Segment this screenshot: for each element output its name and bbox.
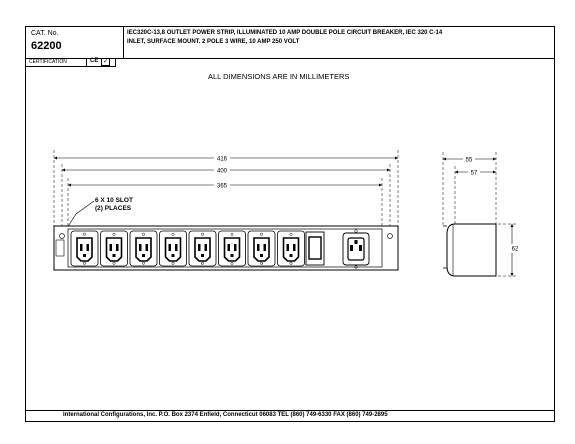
- dim-height-label: 62: [511, 246, 519, 253]
- outlet-ground-slot: [290, 254, 293, 257]
- inlet-pin-left: [350, 245, 353, 251]
- outlet-slot-left: [228, 244, 231, 251]
- outlet-slot-right: [175, 244, 178, 251]
- check-icon: ✓: [102, 59, 109, 65]
- cat-label: CAT. No.: [31, 30, 59, 37]
- dimensions-note: ALL DIMENSIONS ARE IN MILLIMETERS: [208, 72, 350, 81]
- outlet-slot-left: [287, 244, 290, 251]
- description-line-2: INLET, SURFACE MOUNT. 2 POLE 3 WIRE, 10 AMP 250 VOLT: [127, 39, 300, 45]
- outlet-slot-right: [146, 244, 149, 251]
- outlet-socket: [166, 238, 181, 261]
- outlet-receptacle: [248, 231, 275, 266]
- dim-body-label: 365: [216, 183, 228, 190]
- outlet-ground-slot: [260, 254, 263, 257]
- outlet-receptacle: [278, 231, 305, 266]
- outlet-receptacle: [130, 231, 157, 266]
- outlet-ground-slot: [172, 254, 175, 257]
- outlet-slot-left: [139, 244, 142, 251]
- cat-number: 62200: [31, 40, 62, 52]
- inlet-pin-right: [359, 245, 362, 251]
- dim-mount-label: 400: [216, 168, 228, 175]
- outlet-slot-right: [116, 244, 119, 251]
- outlet-slot-right: [293, 244, 296, 251]
- slot-callout-line-2: (2) PLACES: [95, 205, 132, 212]
- inlet-pin-ground: [355, 240, 358, 244]
- outlet-receptacle: [101, 231, 128, 266]
- outlet-slot-left: [257, 244, 260, 251]
- outlet-slot-right: [264, 244, 267, 251]
- description-line-1: IEC320C-13,8 OUTLET POWER STRIP, ILLUMINATED 10 AMP DOUBLE POLE CIRCUIT BREAKER, IEC 320 C-14: [127, 30, 443, 36]
- outlet-slot-left: [80, 244, 83, 251]
- circuit-breaker-switch: [309, 237, 321, 259]
- outlet-slot-right: [205, 244, 208, 251]
- outlet-receptacle: [189, 231, 216, 266]
- outlet-ground-slot: [201, 254, 204, 257]
- outlet-receptacle: [160, 231, 187, 266]
- outlet-receptacle: [219, 231, 246, 266]
- outlet-slot-left: [110, 244, 113, 251]
- side-view-body: [447, 224, 496, 276]
- outlet-ground-slot: [113, 254, 116, 257]
- dim-overall-label: 416: [216, 156, 228, 163]
- certification-label: CERTIFICATION: [29, 59, 67, 65]
- footer-company: International Configurations, Inc. P.O. Box 2374 Enfield, Connecticut 06083 TEL (860) 749-6330 FAX (860) 749-2895: [63, 412, 388, 418]
- outlet-socket: [107, 238, 122, 261]
- slot-callout-line-1: 6 X 10 SLOT: [95, 197, 133, 204]
- outlet-slot-left: [198, 244, 201, 251]
- outlet-ground-slot: [83, 254, 86, 257]
- outlet-socket: [254, 238, 269, 261]
- outlet-ground-slot: [142, 254, 145, 257]
- outlet-socket: [225, 238, 240, 261]
- outlet-socket: [195, 238, 210, 261]
- ce-mark: CE: [90, 58, 99, 64]
- outlet-slot-right: [87, 244, 90, 251]
- outlet-receptacle: [71, 231, 98, 266]
- dim-depth-body-label: 57: [470, 170, 478, 177]
- outlet-ground-slot: [231, 254, 234, 257]
- outlet-slot-left: [169, 244, 172, 251]
- outlet-slot-right: [234, 244, 237, 251]
- outlet-socket: [284, 238, 299, 261]
- dim-depth-label: 55: [465, 157, 473, 164]
- outlet-socket: [77, 238, 92, 261]
- outlet-socket: [136, 238, 151, 261]
